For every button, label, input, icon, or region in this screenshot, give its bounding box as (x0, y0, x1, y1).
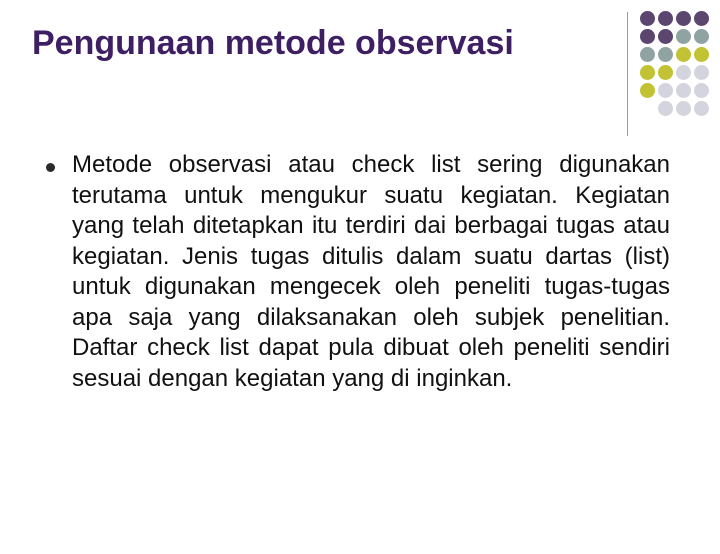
decorative-dot (676, 65, 691, 80)
decorative-dot (676, 11, 691, 26)
bullet-dot-icon (46, 163, 55, 172)
decorative-dot (658, 65, 673, 80)
decorative-dot (676, 101, 691, 116)
bullet-text: Metode observasi atau check list sering digunakan terutama untuk mengukur suatu kegiatan. Kegiatan yang telah ditetapkan itu terdiri dai berbagai tugas atau kegiatan. Jenis tugas ditulis dalam suatu dartas (list) untuk digunakan mengecek oleh peneliti tugas-tugas apa saja yang dilaksanakan oleh subjek penelitian. Daftar check list dapat pula dibuat oleh peneliti sendiri sesuai dengan kegiatan yang di inginkan. (72, 151, 670, 392)
decorative-dot (658, 29, 673, 44)
decorative-dot (640, 83, 655, 98)
decorative-dot (676, 47, 691, 62)
decorative-dot-grid (640, 11, 720, 121)
decorative-dot (658, 47, 673, 62)
bullet-item (46, 150, 670, 394)
bullet-list (46, 150, 670, 394)
decorative-dot (694, 29, 709, 44)
decorative-dot (694, 83, 709, 98)
vertical-divider (627, 12, 628, 136)
decorative-dot (658, 101, 673, 116)
decorative-dot (676, 29, 691, 44)
decorative-dot (694, 101, 709, 116)
decorative-dot (640, 29, 655, 44)
decorative-dot (658, 11, 673, 26)
slide-title: Pengunaan metode observasi (32, 24, 514, 62)
decorative-dot (640, 11, 655, 26)
decorative-dot (640, 47, 655, 62)
decorative-dot (694, 65, 709, 80)
decorative-dot (640, 65, 655, 80)
decorative-dot (676, 83, 691, 98)
decorative-dot (658, 83, 673, 98)
decorative-dot (694, 11, 709, 26)
decorative-dot (694, 47, 709, 62)
